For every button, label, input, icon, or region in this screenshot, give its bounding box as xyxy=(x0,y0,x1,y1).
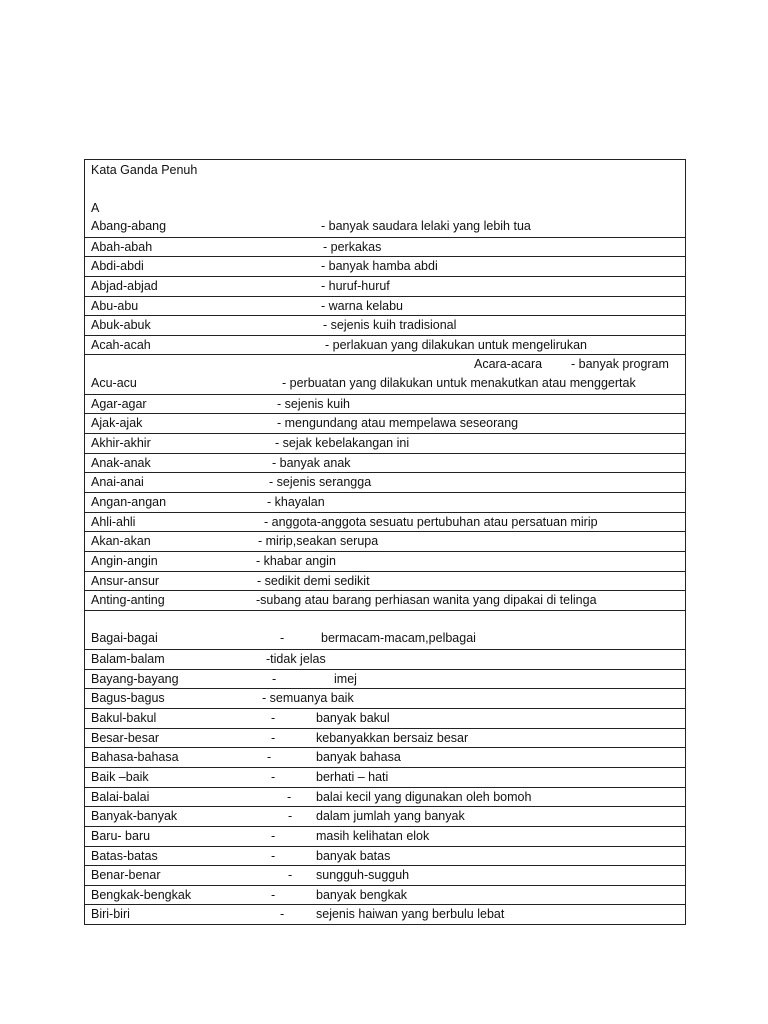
table-row xyxy=(85,512,685,532)
table-row xyxy=(85,728,685,748)
word: Bakul-bakul xyxy=(91,711,157,726)
table-row xyxy=(85,688,685,708)
table-row xyxy=(85,551,685,571)
separator-dash: - xyxy=(271,828,276,843)
table-row xyxy=(85,374,685,394)
word: Acara-acara xyxy=(474,357,543,372)
table-row xyxy=(85,846,685,866)
word: Anak-anak xyxy=(91,455,151,470)
meaning: - perbuatan yang dilakukan untuk menakutkan atau menggertak xyxy=(282,376,636,391)
word: Ansur-ansur xyxy=(91,573,160,588)
separator-dash: - xyxy=(267,750,272,765)
table-row xyxy=(85,531,685,551)
word: Benar-benar xyxy=(91,868,161,883)
word-table xyxy=(84,159,686,925)
meaning: sejenis haiwan yang berbulu lebat xyxy=(316,907,505,922)
table-row xyxy=(85,787,685,807)
word: Akan-akan xyxy=(91,534,151,549)
blank-row xyxy=(85,610,685,630)
table-row xyxy=(85,767,685,787)
table-row xyxy=(85,296,685,316)
table-row xyxy=(85,649,685,669)
word: Abuk-abuk xyxy=(91,318,151,333)
meaning: - banyak saudara lelaki yang lebih tua xyxy=(321,219,531,233)
table-row xyxy=(85,865,685,885)
table-row xyxy=(85,747,685,767)
table-row xyxy=(85,413,685,433)
word: Anai-anai xyxy=(91,475,144,490)
separator-dash: - xyxy=(280,907,285,922)
word: Abjad-abjad xyxy=(91,278,158,293)
table-row xyxy=(85,335,685,355)
table-row xyxy=(85,885,685,905)
meaning: - perkakas xyxy=(323,239,382,254)
word: Angan-angan xyxy=(91,494,167,509)
word: Ajak-ajak xyxy=(91,416,143,431)
word: Acah-acah xyxy=(91,337,151,352)
meaning: balai kecil yang digunakan oleh bomoh xyxy=(316,789,532,804)
table-row xyxy=(85,708,685,728)
table-row xyxy=(85,394,685,414)
word: Abah-abah xyxy=(91,239,153,254)
table-row xyxy=(85,276,685,296)
table-title: Kata Ganda Penuh xyxy=(91,163,198,177)
meaning: -tidak jelas xyxy=(266,652,326,667)
separator-dash: - xyxy=(280,631,285,646)
word: Biri-biri xyxy=(91,907,130,922)
meaning: sungguh-sugguh xyxy=(316,868,410,883)
separator-dash: - xyxy=(271,711,276,726)
meaning: bermacam-macam,pelbagai xyxy=(321,631,476,646)
table-row xyxy=(85,826,685,846)
meaning: masih kelihatan elok xyxy=(316,828,430,843)
meaning: imej xyxy=(334,671,357,686)
meaning: - khayalan xyxy=(267,494,325,509)
word: Banyak-banyak xyxy=(91,809,178,824)
word: Besar-besar xyxy=(91,730,160,745)
separator-dash: - xyxy=(288,868,293,883)
table-row xyxy=(85,315,685,335)
table-row xyxy=(85,256,685,276)
word: Abdi-abdi xyxy=(91,259,144,274)
meaning: - banyak hamba abdi xyxy=(321,259,438,274)
meaning: - banyak program xyxy=(571,357,669,372)
meaning: banyak bahasa xyxy=(316,750,401,765)
meaning: - sejenis serangga xyxy=(269,475,372,490)
table-header xyxy=(85,160,685,217)
section-letter-a: A xyxy=(91,201,100,215)
table-row xyxy=(85,354,685,374)
word: Abang-abang xyxy=(91,219,167,233)
meaning: - warna kelabu xyxy=(321,298,403,313)
meaning: - anggota-anggota sesuatu pertubuhan atau persatuan mirip xyxy=(264,514,598,529)
meaning: - mengundang atau mempelawa seseorang xyxy=(277,416,519,431)
meaning: -subang atau barang perhiasan wanita yang dipakai di telinga xyxy=(256,593,597,608)
table-row xyxy=(85,629,685,649)
word: Bengkak-bengkak xyxy=(91,887,192,902)
word: Akhir-akhir xyxy=(91,436,151,451)
word: Balai-balai xyxy=(91,789,150,804)
word: Batas-batas xyxy=(91,848,158,863)
separator-dash: - xyxy=(271,887,276,902)
table-row xyxy=(85,669,685,689)
table-row xyxy=(85,433,685,453)
table-row xyxy=(85,571,685,591)
word: Bahasa-bahasa xyxy=(91,750,179,765)
separator-dash: - xyxy=(271,769,276,784)
table-row xyxy=(85,806,685,826)
meaning: berhati – hati xyxy=(316,769,389,784)
word: Agar-agar xyxy=(91,396,147,411)
word: Ahli-ahli xyxy=(91,514,136,529)
meaning: banyak bakul xyxy=(316,711,390,726)
word: Baik –baik xyxy=(91,769,149,784)
meaning: - sejenis kuih tradisional xyxy=(323,318,457,333)
table-row xyxy=(85,237,685,257)
table-row xyxy=(85,904,685,924)
meaning: - banyak anak xyxy=(272,455,351,470)
meaning: kebanyakkan bersaiz besar xyxy=(316,730,469,745)
meaning: banyak batas xyxy=(316,848,391,863)
meaning: - huruf-huruf xyxy=(321,278,390,293)
meaning: - perlakuan yang dilakukan untuk mengelirukan xyxy=(325,337,587,352)
meaning: dalam jumlah yang banyak xyxy=(316,809,465,824)
meaning: - mirip,seakan serupa xyxy=(258,534,379,549)
word: Angin-angin xyxy=(91,553,158,568)
word: Bayang-bayang xyxy=(91,671,179,686)
word: Bagai-bagai xyxy=(91,631,158,646)
separator-dash: - xyxy=(271,730,276,745)
separator-dash: - xyxy=(287,789,292,804)
separator-dash: - xyxy=(288,809,293,824)
word: Balam-balam xyxy=(91,652,165,667)
meaning: - khabar angin xyxy=(256,553,336,568)
separator-dash: - xyxy=(272,671,277,686)
table-row xyxy=(85,492,685,512)
table-row xyxy=(85,590,685,610)
word: Acu-acu xyxy=(91,376,137,391)
separator-dash: - xyxy=(271,848,276,863)
word: Abu-abu xyxy=(91,298,139,313)
meaning: - sejak kebelakangan ini xyxy=(275,436,410,451)
meaning: - sedikit demi sedikit xyxy=(257,573,370,588)
word: Anting-anting xyxy=(91,593,165,608)
meaning: - semuanya baik xyxy=(262,691,354,706)
word: Bagus-bagus xyxy=(91,691,165,706)
table-row xyxy=(85,472,685,492)
word: Baru- baru xyxy=(91,828,151,843)
table-row xyxy=(85,217,685,237)
meaning: banyak bengkak xyxy=(316,887,408,902)
table-row xyxy=(85,453,685,473)
meaning: - sejenis kuih xyxy=(277,396,350,411)
